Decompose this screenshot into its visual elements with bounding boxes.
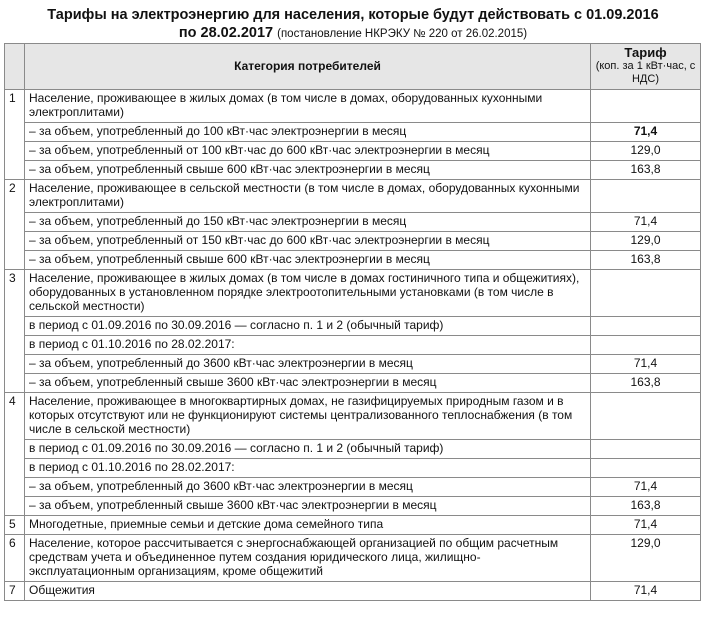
group-value: 71,4 [591, 516, 701, 535]
row-value: 163,8 [591, 374, 701, 393]
table-row [5, 440, 701, 459]
row-label: – за объем, употребленный свыше 600 кВт·час электроэнергии в месяц [25, 251, 591, 270]
group-value: 129,0 [591, 535, 701, 582]
row-label: – за объем, употребленный до 3600 кВт·час электроэнергии в месяц [25, 355, 591, 374]
group-number: 4 [5, 393, 25, 516]
group-number: 7 [5, 582, 25, 601]
row-value: 71,4 [591, 478, 701, 497]
group-number: 1 [5, 90, 25, 180]
table-row [5, 355, 701, 374]
row-value: 163,8 [591, 497, 701, 516]
row-value: 71,4 [591, 213, 701, 232]
group-number: 5 [5, 516, 25, 535]
row-value: 71,4 [591, 123, 701, 142]
table-row [5, 251, 701, 270]
group-value [591, 270, 701, 317]
title-line-1: Тарифы на электроэнергию для населения, которые будут действовать с 01.09.2016 [47, 7, 659, 23]
header-tariff-unit: (коп. за 1 кВт·час, с НДС) [595, 60, 696, 85]
table-row [5, 459, 701, 478]
group-title: Население, которое рассчитывается с энергоснабжающей организацией по общим расчетным средствам учета и объединенное путем создания юридического лица, жилищно-эксплуатационным организациям, кроме общежитий [25, 535, 591, 582]
group-row [5, 516, 701, 535]
header-num-cell [5, 44, 25, 90]
group-row [5, 582, 701, 601]
table-row [5, 213, 701, 232]
title-date-end: по 28.02.2017 [178, 25, 274, 41]
group-title: Население, проживающее в жилых домах (в том числе в домах, оборудованных кухонными электроплитами) [25, 90, 591, 123]
group-title: Население, проживающее в многоквартирных домах, не газифицируемых природным газом и в которых отсутствуют или не функционируют системы централизованного теплоснабжения (в том числе в сельской местности) [25, 393, 591, 440]
row-value [591, 440, 701, 459]
table-row [5, 317, 701, 336]
group-number: 2 [5, 180, 25, 270]
row-label: – за объем, употребленный свыше 3600 кВт·час электроэнергии в месяц [25, 374, 591, 393]
group-row [5, 393, 701, 440]
table-row [5, 497, 701, 516]
table-row [5, 142, 701, 161]
group-row [5, 90, 701, 123]
table-row [5, 336, 701, 355]
row-label: в период с 01.10.2016 по 28.02.2017: [25, 459, 591, 478]
table-row [5, 232, 701, 251]
group-row [5, 180, 701, 213]
table-row [5, 123, 701, 142]
row-label: – за объем, употребленный до 3600 кВт·час электроэнергии в месяц [25, 478, 591, 497]
row-label: – за объем, употребленный от 100 кВт·час до 600 кВт·час электроэнергии в месяц [25, 142, 591, 161]
row-label: – за объем, употребленный до 100 кВт·час электроэнергии в месяц [25, 123, 591, 142]
row-label: – за объем, употребленный от 150 кВт·час до 600 кВт·час электроэнергии в месяц [25, 232, 591, 251]
group-title: Общежития [25, 582, 591, 601]
group-row [5, 270, 701, 317]
header-category: Категория потребителей [25, 44, 591, 90]
title-line-2 [4, 24, 702, 43]
row-label: – за объем, употребленный свыше 3600 кВт·час электроэнергии в месяц [25, 497, 591, 516]
row-label: – за объем, употребленный до 150 кВт·час электроэнергии в месяц [25, 213, 591, 232]
row-label: в период с 01.10.2016 по 28.02.2017: [25, 336, 591, 355]
page-title [4, 6, 702, 43]
row-value: 129,0 [591, 232, 701, 251]
row-value [591, 336, 701, 355]
group-number: 3 [5, 270, 25, 393]
group-title: Многодетные, приемные семьи и детские дома семейного типа [25, 516, 591, 535]
row-value: 163,8 [591, 251, 701, 270]
group-title: Население, проживающее в жилых домах (в том числе в домах гостиничного типа и общежитиях), оборудованных в установленном порядке электроотопительными установками (в том числе в сельской местности) [25, 270, 591, 317]
group-number: 6 [5, 535, 25, 582]
row-label: – за объем, употребленный свыше 600 кВт·час электроэнергии в месяц [25, 161, 591, 180]
table-row [5, 161, 701, 180]
row-label: в период с 01.09.2016 по 30.09.2016 — согласно п. 1 и 2 (обычный тариф) [25, 440, 591, 459]
group-value [591, 393, 701, 440]
group-title: Население, проживающее в сельской местности (в том числе в домах, оборудованных кухонными электроплитами) [25, 180, 591, 213]
table-row [5, 374, 701, 393]
tariff-table [4, 43, 701, 601]
row-value: 163,8 [591, 161, 701, 180]
group-value [591, 180, 701, 213]
header-row [5, 44, 701, 90]
row-value: 71,4 [591, 355, 701, 374]
row-label: в период с 01.09.2016 по 30.09.2016 — согласно п. 1 и 2 (обычный тариф) [25, 317, 591, 336]
row-value [591, 459, 701, 478]
title-note: (постановление НКРЭКУ № 220 от 26.02.2015) [277, 28, 528, 40]
header-tariff [591, 44, 701, 90]
row-value [591, 317, 701, 336]
group-row [5, 535, 701, 582]
table-row [5, 478, 701, 497]
group-value [591, 90, 701, 123]
row-value: 129,0 [591, 142, 701, 161]
group-value: 71,4 [591, 582, 701, 601]
header-tariff-title: Тариф [624, 45, 667, 60]
